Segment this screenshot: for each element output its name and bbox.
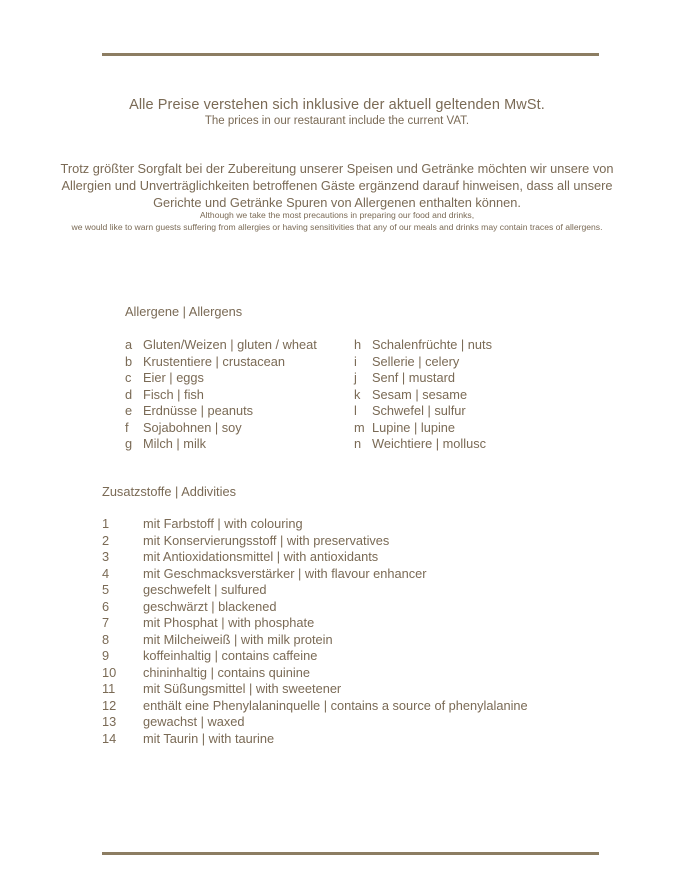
allergy-notice-english-line-1: Although we take the most precautions in preparing our food and drinks, [199,210,475,220]
additive-item [102,731,528,748]
allergen-code: f [125,419,129,435]
allergen-code: g [125,436,133,451]
additive-code: 1 [102,516,110,531]
allergen-code: l [354,403,357,418]
additive-label: koffeinhaltig | contains caffeine [143,648,318,663]
allergen-item [125,354,317,371]
additive-item [102,698,528,715]
additive-item [102,566,528,583]
allergen-code: d [125,386,133,402]
allergen-item [354,403,492,420]
allergen-label: Sojabohnen | soy [143,419,242,435]
allergen-item [125,420,317,437]
allergen-label: Erdnüsse | peanuts [143,403,254,418]
additive-code: 4 [102,565,110,581]
allergen-item [125,370,317,387]
additive-code: 5 [102,582,110,597]
allergen-label: Senf | mustard [372,370,455,385]
bottom-divider [102,852,599,855]
allergen-code: n [354,436,362,451]
allergen-label: Weichtiere | mollusc [372,436,487,451]
allergen-item [354,420,492,437]
allergen-code: m [354,419,365,435]
additive-item [102,681,528,698]
allergy-notice-english-line-2: we would like to warn guests suffering from allergies or having sensitivities that any of our meals and drinks may contain traces of allergens. [71,222,603,233]
allergen-code: c [125,370,132,385]
allergen-code: a [125,337,133,352]
allergen-code: e [125,403,133,418]
additive-code: 9 [102,648,110,663]
allergen-item [125,436,317,453]
additive-item [102,599,528,616]
allergens-list-right [354,337,492,453]
additive-item [102,516,528,533]
additive-label: enthält eine Phenylalaninquelle | contains a source of phenylalanine [143,697,528,713]
additive-label: mit Geschmacksverstärker | with flavour enhancer [143,565,427,581]
allergen-label: Schalenfrüchte | nuts [372,337,492,352]
additive-label: mit Antioxidationsmittel | with antioxidants [143,549,379,564]
top-divider [102,53,599,56]
additive-item [102,714,528,731]
vat-notice-german: Alle Preise verstehen sich inklusive der aktuell geltenden MwSt. [129,97,545,113]
additive-item [102,632,528,649]
additive-item [102,648,528,665]
allergen-code: h [354,337,362,352]
allergen-label: Schwefel | sulfur [372,403,466,418]
allergen-code: i [354,353,357,369]
additive-label: gewachst | waxed [143,714,245,729]
additive-item [102,665,528,682]
allergen-item [354,354,492,371]
additive-label: mit Taurin | with taurine [143,730,275,746]
allergen-label: Milch | milk [143,436,207,451]
allergy-notice-english [60,209,614,234]
additive-label: mit Phosphat | with phosphate [143,615,315,630]
additive-label: mit Konservierungsstoff | with preservatives [143,532,390,548]
additive-code: 3 [102,549,110,564]
allergen-label: Lupine | lupine [372,419,456,435]
additive-label: mit Farbstoff | with colouring [143,516,303,531]
additive-item [102,533,528,550]
additive-code: 6 [102,598,110,614]
allergen-label: Eier | eggs [143,370,204,385]
additive-label: mit Süßungsmittel | with sweetener [143,681,342,696]
allergen-item [354,337,492,354]
additive-label: chininhaltig | contains quinine [143,664,310,680]
additive-item [102,549,528,566]
additive-code: 14 [102,730,117,746]
allergen-label: Fisch | fish [143,386,204,402]
allergen-label: Sesam | sesame [372,386,468,402]
additive-code: 8 [102,631,110,647]
additive-code: 7 [102,615,110,630]
allergen-item [125,387,317,404]
allergen-label: Krustentiere | crustacean [143,353,286,369]
additive-code: 10 [102,664,117,680]
additive-code: 2 [102,532,110,548]
allergens-heading: Allergene | Allergens [125,304,243,319]
allergen-code: k [354,386,361,402]
additive-label: geschwefelt | sulfured [143,582,267,597]
additives-list [102,516,528,747]
allergen-item [354,387,492,404]
allergy-notice-german: Trotz größter Sorgfalt bei der Zubereitung unserer Speisen und Getränke möchten wir unsere von Allergien und Unverträglichkeiten betroffenen Gäste ergänzend darauf hinweisen, dass all unsere Gerichte und Getränke Spuren von Allergenen enthalten können. [60,161,614,210]
allergen-code: b [125,353,133,369]
additive-code: 12 [102,697,117,713]
allergens-list-left [125,337,317,453]
additives-heading: Zusatzstoffe | Addivities [102,484,236,499]
additive-code: 11 [102,681,116,696]
allergen-label: Gluten/Weizen | gluten / wheat [143,337,317,352]
allergen-item [354,436,492,453]
additive-item [102,582,528,599]
additive-label: geschwärzt | blackened [143,598,277,614]
allergen-code: j [354,370,357,385]
allergen-label: Sellerie | celery [372,353,460,369]
allergen-item [354,370,492,387]
additive-code: 13 [102,714,117,729]
additive-label: mit Milcheiweiß | with milk protein [143,631,333,647]
allergen-item [125,403,317,420]
additive-item [102,615,528,632]
allergen-item [125,337,317,354]
vat-notice-english: The prices in our restaurant include the current VAT. [204,115,470,127]
